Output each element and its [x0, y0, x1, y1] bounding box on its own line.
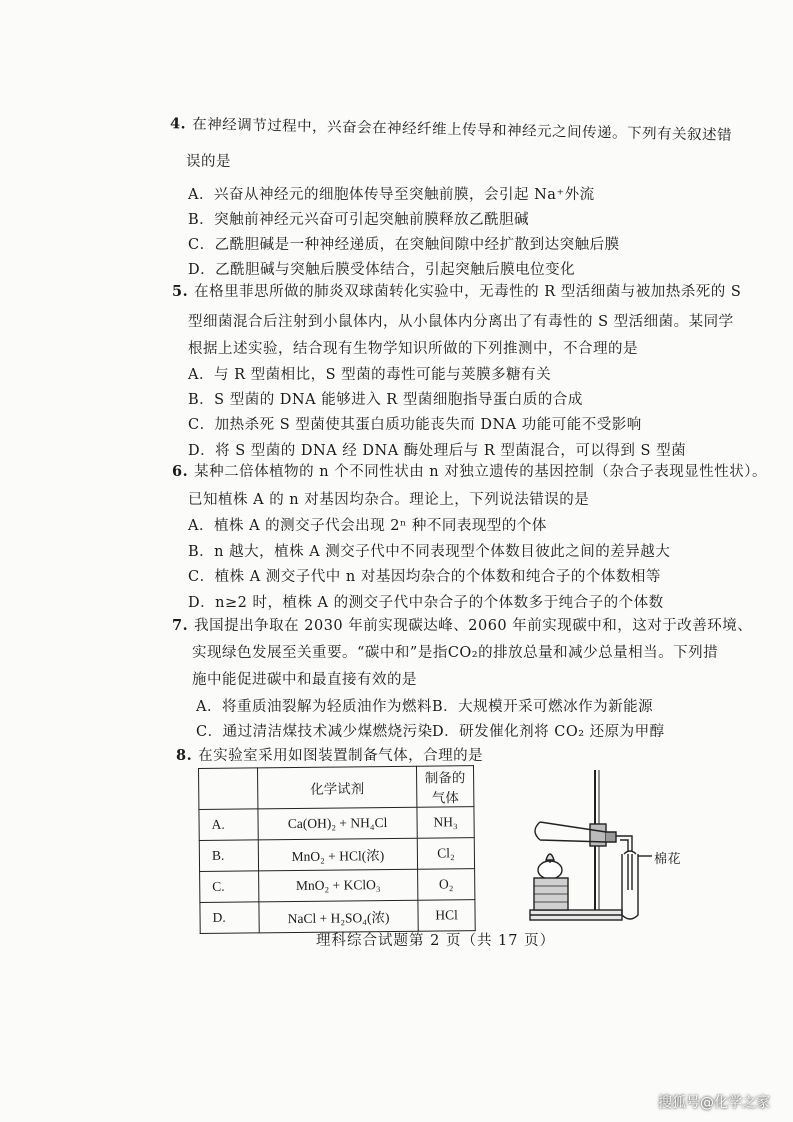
question-5-stem-line-1 [172, 280, 741, 301]
alcohol-lamp [538, 861, 562, 879]
table-cell: HCl [418, 900, 475, 932]
question-4-option-a: A．兴奋从神经元的细胞体传导至突触前膜，会引起 Na⁺外流 [188, 187, 595, 203]
table-header-cell: 制备的气体 [416, 766, 473, 808]
table-cell: B. [199, 840, 258, 872]
table-cell: NH₃ [417, 807, 474, 839]
table-cell: O₂ [418, 869, 475, 901]
question-6-stem-line-1 [172, 460, 767, 481]
table-row [199, 807, 474, 841]
question-6-option-d: D．n≥2 时，植株 A 的测交子代中杂合子的个体数多于纯合子的个体数 [188, 595, 664, 611]
question-6-option-b: B．n 越大，植株 A 测交子代中不同表现型个体数目彼此之间的差异越大 [188, 544, 671, 560]
question-5-stem-line-3: 根据上述实验，结合现有生物学知识所做的下列推测中，不合理的是 [188, 341, 638, 357]
table-row [199, 838, 474, 872]
page-footer: 理科综合试题第 2 页（共 17 页） [316, 933, 556, 949]
table-cell: MnO₂ + KClO₃ [259, 869, 418, 902]
question-number: 4. [169, 115, 187, 133]
question-7-option-c: C．通过清洁煤技术减少煤燃烧污染 [196, 724, 433, 740]
question-5-option-d: D．将 S 型菌的 DNA 经 DNA 酶处理后与 R 型菌混合，可以得到 S 型菌 [188, 443, 687, 459]
question-6-option-a: A．植株 A 的测交子代会出现 2ⁿ 种不同表现型的个体 [188, 518, 547, 534]
question-number: 7. [172, 617, 189, 634]
question-text: 在实验室采用如图装置制备气体，合理的是 [198, 748, 484, 764]
question-8-stem [176, 744, 483, 765]
question-4-stem-line-1 [170, 112, 732, 145]
question-4-option-d: D．乙酰胆碱与突触后膜受体结合，引起突触后膜电位变化 [188, 262, 576, 278]
question-text: 在格里菲思所做的肺炎双球菌转化实验中，无毒性的 R 型活细菌与被加热杀死的 S [194, 284, 742, 300]
table-header-row [199, 766, 474, 810]
table-cell: A. [199, 809, 258, 841]
question-7-stem-line-1 [172, 614, 752, 635]
question-6-option-c: C．植株 A 测交子代中 n 对基因均杂合的个体数和纯合子的个体数相等 [188, 569, 661, 585]
question-4-option-c: C．乙酰胆碱是一种神经递质，在突触间隙中经扩散到达突触后膜 [188, 237, 620, 253]
question-7-option-b: B．大规模开采可燃冰作为新能源 [432, 699, 654, 715]
cotton-label: 棉花 [654, 852, 682, 867]
question-5-option-a: A．与 R 型菌相比，S 型菌的毒性可能与荚膜多糖有关 [188, 367, 552, 383]
collection-tube [622, 854, 638, 919]
table-header-cell: 化学试剂 [258, 766, 417, 809]
question-text: 某种二倍体植物的 n 个不同性状由 n 对独立遗传的基因控制（杂合子表现显性性状）。 [194, 464, 768, 480]
question-4-stem-line-2: 误的是 [186, 154, 231, 170]
table-cell: D. [200, 902, 259, 934]
question-7-option-a: A．将重质油裂解为轻质油作为燃料 [196, 699, 432, 715]
stopper [606, 832, 616, 842]
lab-apparatus-diagram [520, 770, 670, 930]
cotton [624, 851, 636, 854]
question-5-option-c: C．加热杀死 S 型菌使其蛋白质功能丧失而 DNA 功能可能不受影响 [188, 417, 642, 433]
table-cell: Cl₂ [417, 838, 474, 870]
watermark: 搜狐号@化学之家 [658, 1095, 770, 1111]
flame [546, 854, 554, 860]
question-7-option-d: D．研发催化剂将 CO₂ 还原为甲醇 [432, 724, 665, 740]
question-number: 8. [176, 747, 193, 764]
clamp [590, 824, 606, 846]
table-cell: NaCl + H₂SO₄(浓) [259, 900, 418, 933]
delivery-tube [616, 836, 632, 890]
question-text: 在神经调节过程中，兴奋会在神经纤维上传导和神经元之间传递。下列有关叙述错 [191, 116, 733, 144]
table-header-cell [199, 768, 258, 810]
question-7-stem-line-2: 实现绿色发展至关重要。“碳中和”是指CO₂的排放总量和减少总量相当。下列措 [192, 645, 719, 661]
reagent-table [198, 765, 476, 934]
question-number: 5. [172, 283, 189, 300]
table-cell: C. [200, 871, 259, 903]
question-6-stem-line-2: 已知植株 A 的 n 对基因均杂合。理论上，下列说法错误的是 [188, 492, 590, 508]
question-number: 6. [172, 463, 189, 480]
question-text: 我国提出争取在 2030 年前实现碳达峰、2060 年前实现碳中和，这对于改善环境、 [194, 618, 753, 634]
question-5-stem-line-2: 型细菌混合后注射到小鼠体内，从小鼠体内分离出了有毒性的 S 型活细菌。某同学 [188, 314, 734, 330]
question-7-stem-line-3: 施中能促进碳中和最直接有效的是 [192, 672, 417, 688]
question-4-option-b: B．突触前神经元兴奋可引起突触前膜释放乙酰胆碱 [188, 212, 530, 228]
question-5-option-b: B．S 型菌的 DNA 能够进入 R 型菌细胞指导蛋白质的合成 [188, 392, 583, 408]
table-row [200, 869, 475, 903]
table-cell: Ca(OH)₂ + NH₄Cl [258, 807, 417, 840]
table-cell: MnO₂ + HCl(浓) [258, 838, 417, 871]
